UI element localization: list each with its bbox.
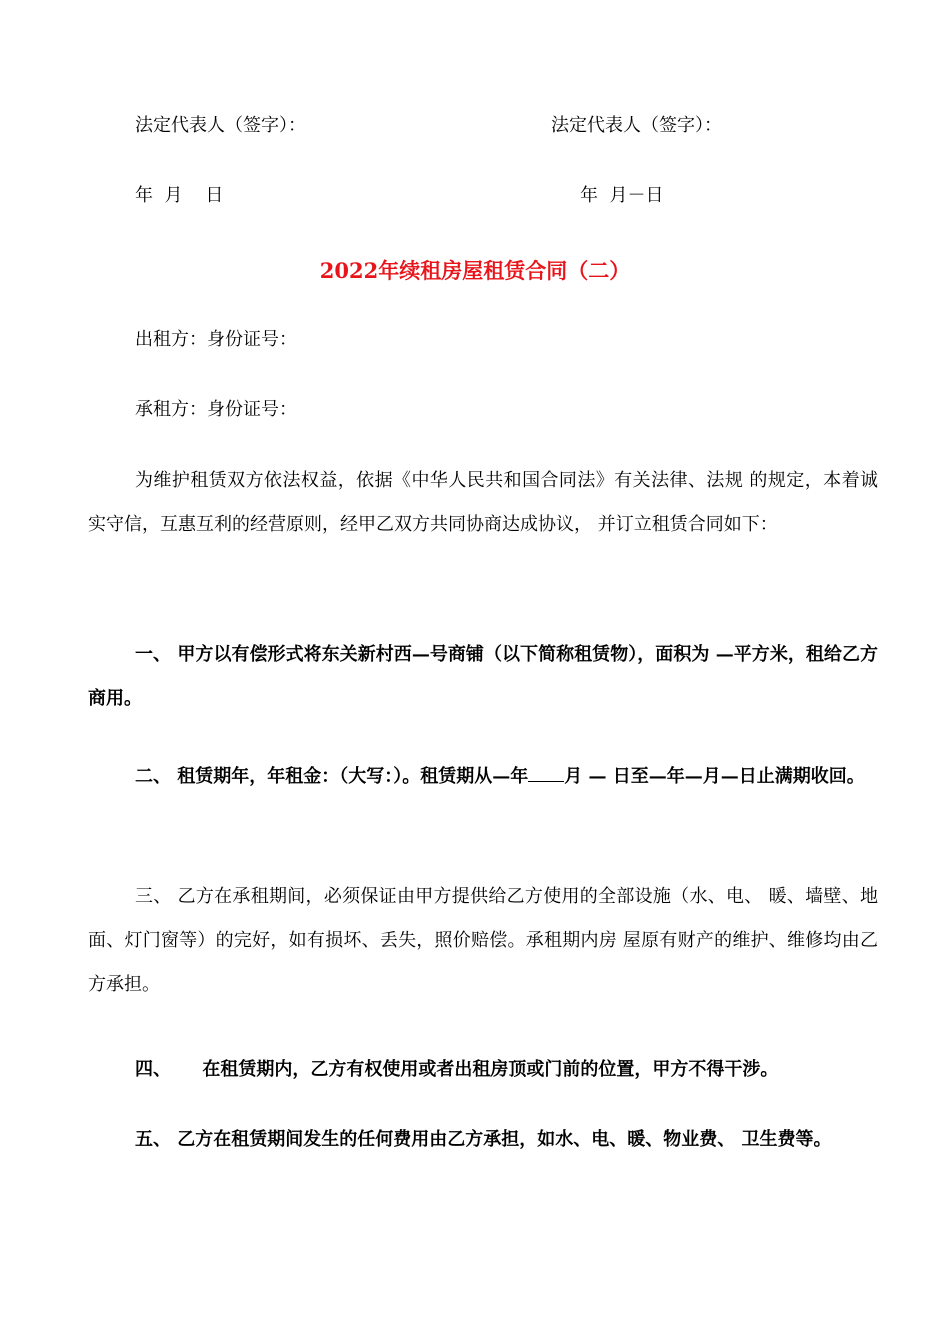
intro-paragraph: 为维护租赁双方依法权益，依据《中华人民共和国合同法》有关法律、法规 的规定，本着诚实守信，互惠互利的经营原则，经甲乙双方共同协商达成协议， 并订立租赁合同如下：: [88, 470, 878, 535]
clause-5: 五、 乙方在租赁期间发生的任何费用由乙方承担，如水、电、暖、物业费、 卫生费等。: [135, 1129, 832, 1150]
signature-right-date: 年 月－日: [580, 185, 664, 206]
clause-2: [88, 755, 878, 799]
signature-right-label: 法定代表人（签字）：: [551, 115, 722, 136]
signature-left-label: 法定代表人（签字）：: [135, 115, 306, 136]
contract-title: 2022年续租房屋租赁合同（二）: [319, 258, 631, 283]
clause-4: 四、 在租赁期内，乙方有权使用或者出租房顶或门前的位置，甲方不得干涉。: [135, 1059, 779, 1080]
lessee-line: 承租方：身份证号：: [135, 399, 297, 420]
lessor-line: 出租方：身份证号：: [135, 329, 297, 350]
blank-underline: [528, 763, 564, 782]
clause-3: 三、 乙方在承租期间，必须保证由甲方提供给乙方使用的全部设施（水、电、 暖、墙壁、地面、灯门窗等）的完好，如有损坏、丢失，照价赔偿。承租期内房 屋原有财产的维护、维修均由乙方承担。: [88, 886, 878, 995]
signature-left-date: 年 月 日: [135, 185, 224, 206]
clause-1: 一、 甲方以有偿形式将东关新村西—号商铺（以下简称租赁物），面积为 —平方米，租给乙方商用。: [88, 644, 878, 709]
clause-2-part-b: 月 — 日至—年—月—日止满期收回。: [564, 766, 865, 787]
clause-2-part-a: 二、 租赁期年，年租金：（大写：）。租赁期从—年: [135, 766, 529, 787]
